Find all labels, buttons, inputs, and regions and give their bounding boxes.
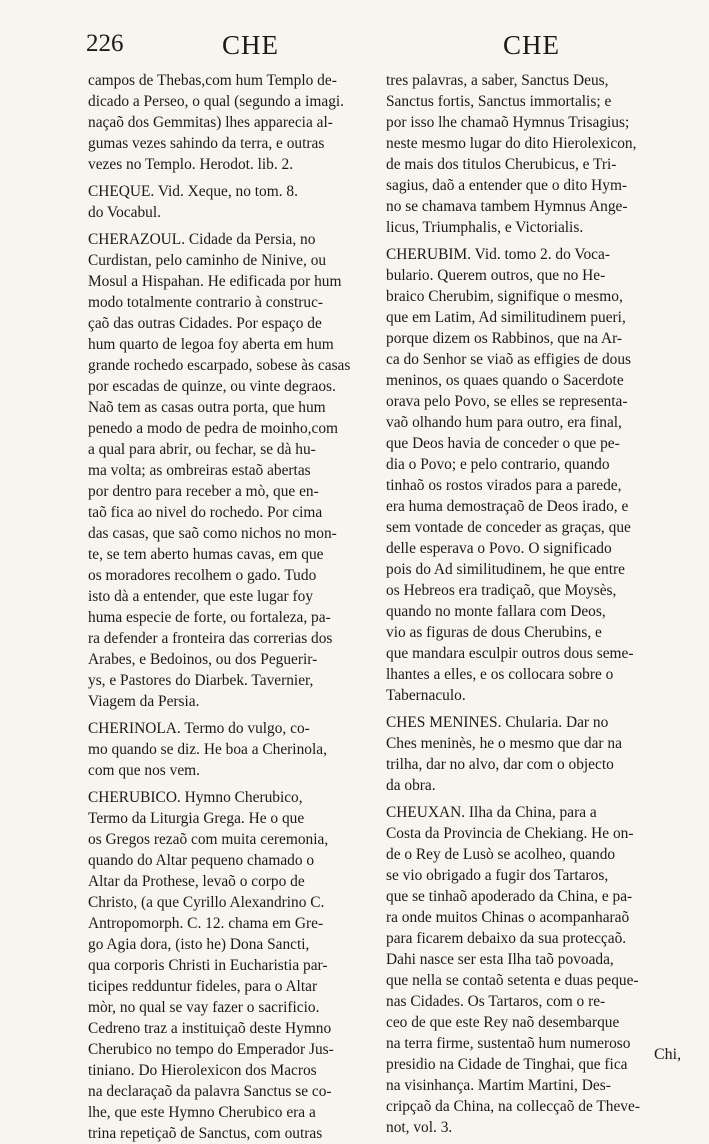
text-line: vezes no Templo. Herodot. lib. 2.	[88, 156, 294, 173]
text-line: gumas vezes sahindo da terra, e outras	[88, 135, 325, 152]
text-line: huma especie de forte, ou fortaleza, pa-	[88, 609, 331, 626]
text-line: campos de Thebas,com hum Templo de-	[88, 72, 337, 89]
text-line: te, se tem aberto humas cavas, em que	[88, 546, 324, 563]
text-line: Antropomorph. C. 12. chama em Gre-	[88, 915, 324, 932]
text-line: qua corporis Christi in Eucharistia par-	[88, 957, 328, 974]
text-line: CHES MENINES. Chularia. Dar no	[386, 714, 609, 731]
text-line: Sanctus fortis, Sanctus immortalis; e	[386, 93, 612, 110]
text-line: ma volta; as ombreiras estaõ abertas	[88, 462, 311, 479]
text-line: ra onde muitos Chinas o acompanharaõ	[386, 909, 630, 926]
text-line: trilha, dar no alvo, dar com o objecto	[386, 756, 614, 773]
text-line: Dahi nasce ser esta Ilha taõ povoada,	[386, 951, 614, 968]
text-line: os moradores recolhem o gado. Tudo	[88, 567, 317, 584]
text-line: neste mesmo lugar do dito Hierolexicon,	[386, 135, 637, 152]
text-line: por isso lhe chamaõ Hymnus Trisagius;	[386, 114, 630, 131]
text-line: dicado a Perseo, o qual (segundo a imagi.	[88, 93, 345, 110]
text-line: de mais dos titulos Cherubicus, e Tri-	[386, 156, 617, 173]
text-line: Naõ tem as casas outra porta, que hum	[88, 399, 326, 416]
text-line: ticipes redduntur fideles, para o Altar	[88, 978, 318, 995]
text-line: presidio na Cidade de Tinghai, que fica	[386, 1056, 628, 1073]
text-line: vaõ olhando hum para outro, era final,	[386, 414, 622, 431]
text-line: Tabernaculo.	[386, 687, 466, 704]
text-line: que se tinhaõ apoderado da China, e pa-	[386, 888, 633, 905]
text-line: no se chamava tambem Hymnus Ange-	[386, 198, 628, 215]
text-line: que nella se contaõ setenta e duas peque-	[386, 972, 639, 989]
text-line: Curdistan, pelo caminho de Ninive, ou	[88, 252, 327, 269]
text-line: com que nos vem.	[88, 762, 200, 779]
text-line: tres palavras, a saber, Sanctus Deus,	[386, 72, 609, 89]
catchword: Chi,	[654, 1046, 682, 1063]
running-headword-right: CHE	[503, 30, 560, 60]
text-line: a qual para abrir, ou fechar, se dà hu-	[88, 441, 316, 458]
text-line: por dentro para receber a mò, que en-	[88, 483, 319, 500]
text-line: da obra.	[386, 777, 436, 794]
text-line: das casas, que saõ como nichos no mon-	[88, 525, 337, 542]
text-line: sagius, daõ a entender que o dito Hym-	[386, 177, 628, 194]
left-column	[88, 70, 364, 1144]
text-line: ys, e Pastores do Diarbek. Tavernier,	[88, 672, 314, 689]
text-line: cripçaõ da China, na collecçaõ de Theve-	[386, 1098, 640, 1115]
text-line: taõ fica ao nivel do rochedo. Por cima	[88, 504, 323, 521]
text-line: go Agia dora, (isto he) Dona Sancti,	[88, 936, 310, 953]
text-line: çaõ das outras Cidades. Por espaço de	[88, 315, 322, 332]
text-line: mo quando se diz. He boa a Cherinola,	[88, 741, 327, 758]
text-line: CHERINOLA. Termo do vulgo, co-	[88, 720, 310, 737]
text-line: por escadas de quinze, ou vinte degraos.	[88, 378, 336, 395]
text-line: era huma demostraçaõ de Deos irado, e	[386, 498, 629, 515]
text-line: nas Cidades. Os Tartaros, com o re-	[386, 993, 606, 1010]
text-line: vio as figuras de dous Cherubins, e	[386, 624, 602, 641]
text-line: mòr, no qual se vay fazer o sacrificio.	[88, 999, 320, 1016]
text-line: Altar da Prothese, levaõ o corpo de	[88, 873, 305, 890]
text-line: lhe, que este Hymno Cherubico era a	[88, 1104, 316, 1121]
text-line: ca do Senhor se viaõ as effigies de dous	[386, 351, 632, 368]
text-line: que em Latim, Ad similitudinem pueri,	[386, 309, 626, 326]
text-line: sem vontade de conceder as graças, que	[386, 519, 631, 536]
text-line: Cherubico no tempo do Emperador Jus-	[88, 1041, 334, 1058]
text-line: isto dà a entender, que este lugar foy	[88, 588, 314, 605]
text-line: modo totalmente contrario à construc-	[88, 294, 324, 311]
text-line: que Deos havia de conceder o que pe-	[386, 435, 620, 452]
text-line: CHEQUE. Vid. Xeque, no tom. 8.	[88, 183, 298, 200]
text-line: orava pelo Povo, se elles se representa-	[386, 393, 628, 410]
text-line: ra defender a fronteira das correrias dos	[88, 630, 333, 647]
text-line: Ches meninès, he o mesmo que dar na	[386, 735, 622, 752]
text-line: para ficarem debaixo da sua protecçaõ.	[386, 930, 627, 947]
text-line: na visinhança. Martim Martini, Des-	[386, 1077, 611, 1094]
text-line: dia o Povo; e pelo contrario, quando	[386, 456, 610, 473]
text-line: CHERAZOUL. Cidade da Persia, no	[88, 231, 316, 248]
text-line: porque dizem os Rabbinos, que na Ar-	[386, 330, 623, 347]
text-line: not, vol. 3.	[386, 1119, 453, 1136]
text-line: penedo a modo de pedra de moinho,com	[88, 420, 339, 437]
text-line: Costa da Provincia de Chekiang. He on-	[386, 825, 634, 842]
text-line: Mosul a Hispahan. He edificada por hum	[88, 273, 342, 290]
text-line: ceo de que este Rey naõ desembarque	[386, 1014, 620, 1031]
text-line: CHERUBICO. Hymno Cherubico,	[88, 789, 303, 806]
text-line: tinhaõ os rostos virados para a parede,	[386, 477, 622, 494]
text-line: tiniano. Do Hierolexicon dos Macros	[88, 1062, 317, 1079]
text-line: que mandara esculpir outros dous seme-	[386, 645, 634, 662]
text-line: Arabes, e Bedoinos, ou dos Peguerir-	[88, 651, 318, 668]
text-line: de o Rey de Lusò se acolheo, quando	[386, 846, 616, 863]
text-line: naçaõ dos Gemmitas) lhes apparecia al-	[88, 114, 333, 131]
text-line: Christo, (a que Cyrillo Alexandrino C.	[88, 894, 325, 911]
text-line: licus, Triumphalis, e Victorialis.	[386, 219, 584, 236]
text-line: na declaraçaõ da palavra Sanctus se co-	[88, 1083, 332, 1100]
text-line: CHEUXAN. Ilha da China, para a	[386, 804, 597, 821]
text-line: se vio obrigado a fugir dos Tartaros,	[386, 867, 609, 884]
text-line: os Hebreos era tradiçaõ, que Moysès,	[386, 582, 617, 599]
page-number: 226	[86, 30, 124, 57]
text-line: delle esperava o Povo. O significado	[386, 540, 612, 557]
text-line: quando do Altar pequeno chamado o	[88, 852, 315, 869]
text-line: Termo da Liturgia Grega. He o que	[88, 810, 305, 827]
text-line: grande rochedo escarpado, sobese às casas	[88, 357, 351, 374]
text-line: hum quarto de legoa foy aberta em hum	[88, 336, 334, 353]
text-line: meninos, os quaes quando o Sacerdote	[386, 372, 624, 389]
text-line: os Gregos rezaõ com muita ceremonia,	[88, 831, 329, 848]
text-line: lhantes a elles, e os collocara sobre o	[386, 666, 614, 683]
text-line: CHERUBIM. Vid. tomo 2. do Voca-	[386, 246, 610, 263]
text-line: do Vocabul.	[88, 204, 161, 221]
text-line: pois do Ad similitudinem, he que entre	[386, 561, 625, 578]
text-line: na terra firme, sustentaõ hum numeroso	[386, 1035, 631, 1052]
text-line: trina repetiçaõ de Sanctus, com outras	[88, 1125, 323, 1142]
text-line: quando no monte fallara com Deos,	[386, 603, 606, 620]
text-line: Viagem da Persia.	[88, 693, 200, 710]
running-headword-left: CHE	[222, 30, 279, 60]
text-line: bulario. Querem outros, que no He-	[386, 267, 606, 284]
text-line: Cedreno traz a instituiçaõ deste Hymno	[88, 1020, 332, 1037]
right-column	[386, 70, 690, 1138]
text-line: braico Cherubim, signifique o mesmo,	[386, 288, 623, 305]
